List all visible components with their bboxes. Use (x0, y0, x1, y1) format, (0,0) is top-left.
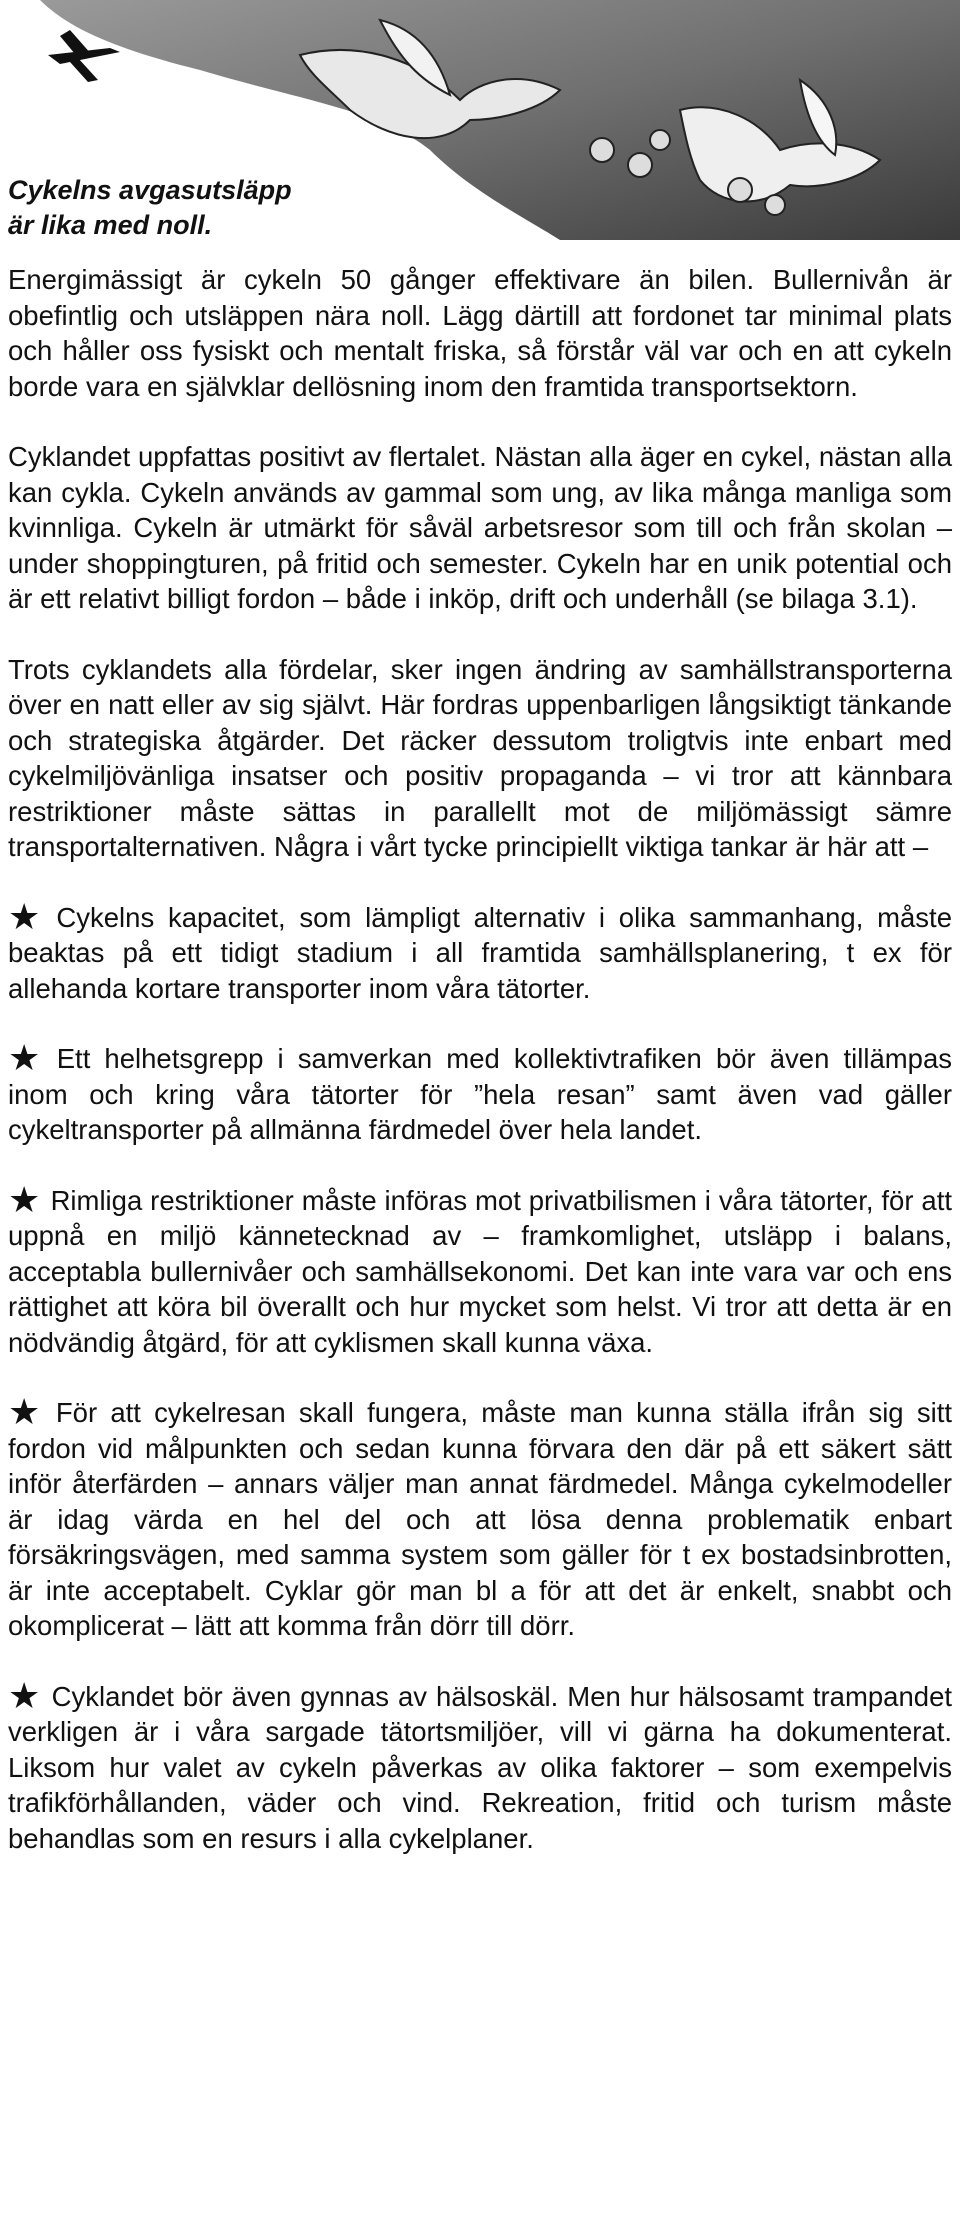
star-icon: ★ (8, 1178, 41, 1220)
bullet-text: För att cykelresan skall fungera, måste man kunna ställa ifrån sig sitt fordon vid målpunkten och sedan kunna förvara den där på ett säkert sätt inför återfärden – annars väljer man annat färdmedel. Många cykelmodeller är idag värda en hel del och att lösa denna problematik enbart försäkringsvägen, med samma system som gäller för t ex bostadsinbrotten, är inte acceptabelt. Cyklar gör man bl a för att det är enkelt, snabbt och okomplicerat – lätt att komma från dörr till dörr. (8, 1397, 952, 1641)
bullet-text: Cyklandet bör även gynnas av hälsoskäl. Men hur hälsosamt trampandet verkligen är i våra sargade tätortsmiljöer, vill vi gärna ha dokumenterat. Liksom hur valet av cykeln påverkas av olika faktorer – som exempelvis trafikförhållanden, väder och vind. Rekreation, fritid och turism måste behandlas som en resurs i alla cykelplaner. (8, 1680, 952, 1854)
bullet-item (8, 1178, 952, 1361)
bullet-item (8, 1037, 952, 1148)
star-icon: ★ (8, 895, 47, 937)
bullet-item (8, 1674, 952, 1857)
bullet-item (8, 895, 952, 1007)
paragraph: Cyklandet uppfattas positivt av flertalet. Nästan alla äger en cykel, nästan alla kan cykla. Cykeln används av gammal som ung, av lika många manliga som kvinnliga. Cykeln är utmärkt för såväl arbetsresor som till och från skolan – under shoppingturen, på fritid och semester. Cykeln har en unik potential och är ett relativt billigt fordon – både i inköp, drift och underhåll (se bilaga 3.1). (8, 441, 952, 614)
star-icon: ★ (8, 1674, 42, 1716)
caption-line: är lika med noll. (8, 210, 213, 240)
bullet-text: Cykelns kapacitet, som lämpligt alternativ i olika sammanhang, måste beaktas på ett tidigt stadium i all framtida samhällsplanering, t ex för allehanda kortare transporter inom våra tätorter. (8, 901, 952, 1004)
star-icon: ★ (8, 1391, 46, 1432)
bullet-item (8, 1391, 952, 1644)
paragraph: Trots cyklandets alla fördelar, sker ingen ändring av samhällstransporterna över en natt eller av sig självt. Här fordras uppenbarligen långsiktigt tänkande och strategiska åtgärder. Det räcker dessutom troligtvis inte enbart med cykelmiljövänliga insatser och positiv propaganda – vi tror att kännbara restriktioner måste sättas in parallellt mot de miljömässigt sämre transportalternativen. Några i vårt tycke principiellt viktiga tankar är här att – (8, 653, 952, 862)
bullet-text: Ett helhetsgrepp i samverkan med kollektivtrafiken bör även tillämpas inom och kring våra tätorter för ”hela resan” samt även vad gäller cykeltransporter på allmänna färdmedel över hela landet. (8, 1043, 952, 1145)
illustration-caption (8, 173, 388, 243)
caption-line: Cykelns avgasutsläpp (8, 175, 292, 205)
bullet-text: Rimliga restriktioner måste införas mot privatbilismen i våra tätorter, för att uppnå en miljö kännetecknad av – framkomlighet, utsläpp i balans, acceptabla bullernivåer och samhällsekonomi. Det kan inte vara var och ens rättighet att köra bil överallt och hur mycket som helst. Vi tror att detta är en nödvändig åtgärd, för att cyklismen skall kunna växa. (8, 1184, 952, 1358)
paragraph: Energimässigt är cykeln 50 gånger effektivare än bilen. Bullernivån är obefintlig och utsläppen nära noll. Lägg därtill att fordonet tar minimal plats och håller oss fysiskt och mentalt friska, så förstår väl var och en att cykeln borde vara en självklar dellösning inom den framtida transportsektorn. (8, 264, 952, 402)
star-icon: ★ (8, 1037, 47, 1078)
article-body (8, 262, 952, 1891)
